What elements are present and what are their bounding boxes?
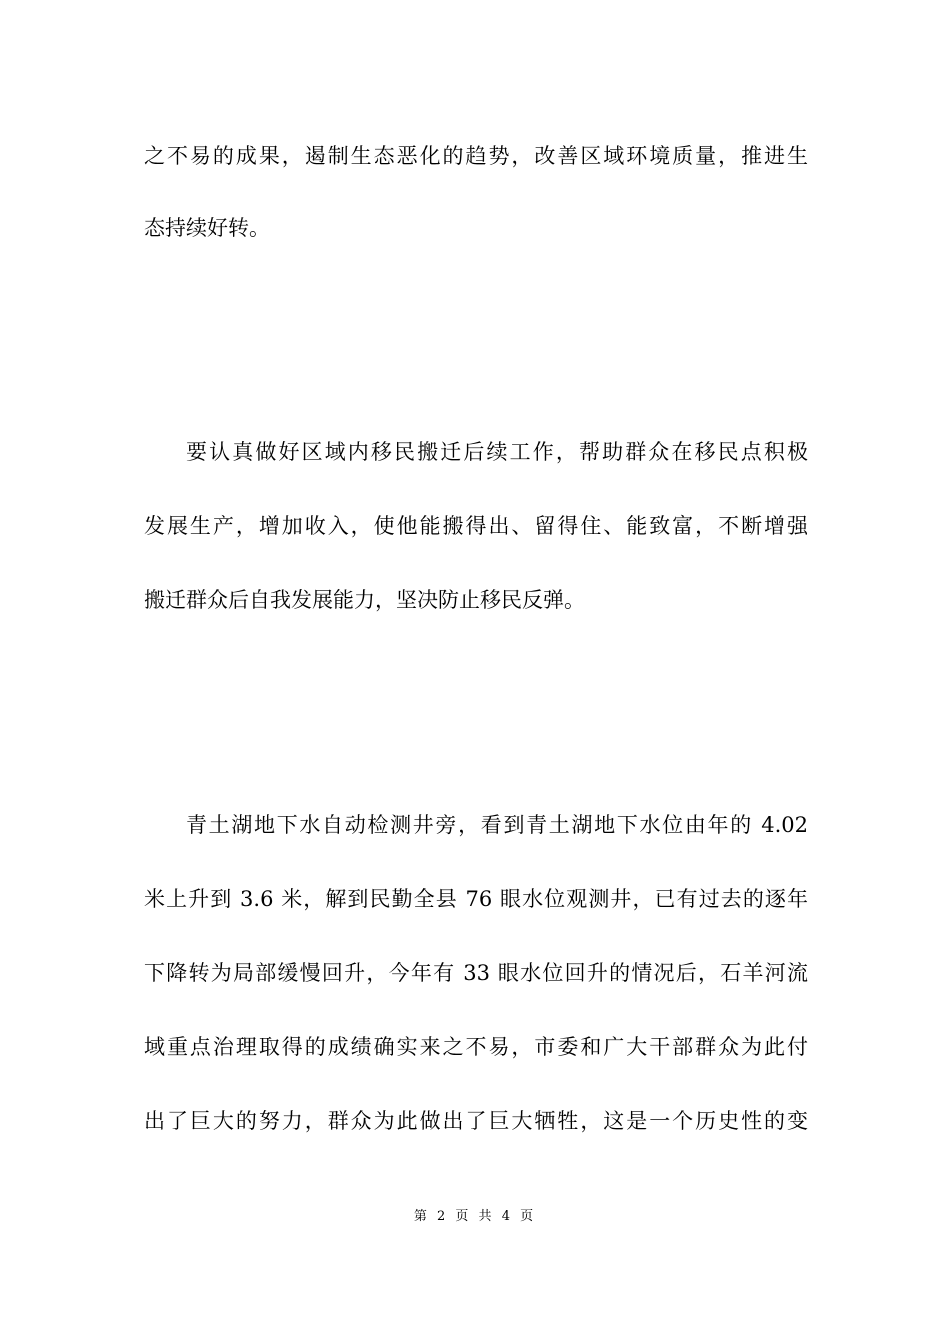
text-line: 态持续好转。 [144, 216, 270, 240]
text-line: 搬迁群众后自我发展能力，坚决防止移民反弹。 [144, 588, 585, 612]
text-line: 下降转为局部缓慢回升，今年有 33 眼水位回升的情况后，石羊河流 [144, 961, 808, 985]
text-line: 之不易的成果，遏制生态恶化的趋势，改善区域环境质量，推进生 [144, 144, 808, 168]
text-line: 青土湖地下水自动检测井旁，看到青土湖地下水位由年的 4.02 [186, 813, 808, 837]
text-line: 发展生产，增加收入，使他能搬得出、留得住、能致富，不断增强 [144, 514, 808, 538]
text-line: 要认真做好区域内移民搬迁后续工作，帮助群众在移民点积极 [186, 440, 808, 464]
page-number-footer: 第 2 页 共 4 页 [413, 1209, 537, 1224]
text-line: 出了巨大的努力，群众为此做出了巨大牺牲，这是一个历史性的变 [144, 1109, 808, 1133]
text-line: 域重点治理取得的成绩确实来之不易，市委和广大干部群众为此付 [144, 1035, 808, 1059]
text-line: 米上升到 3.6 米，解到民勤全县 76 眼水位观测井，已有过去的逐年 [144, 887, 808, 911]
